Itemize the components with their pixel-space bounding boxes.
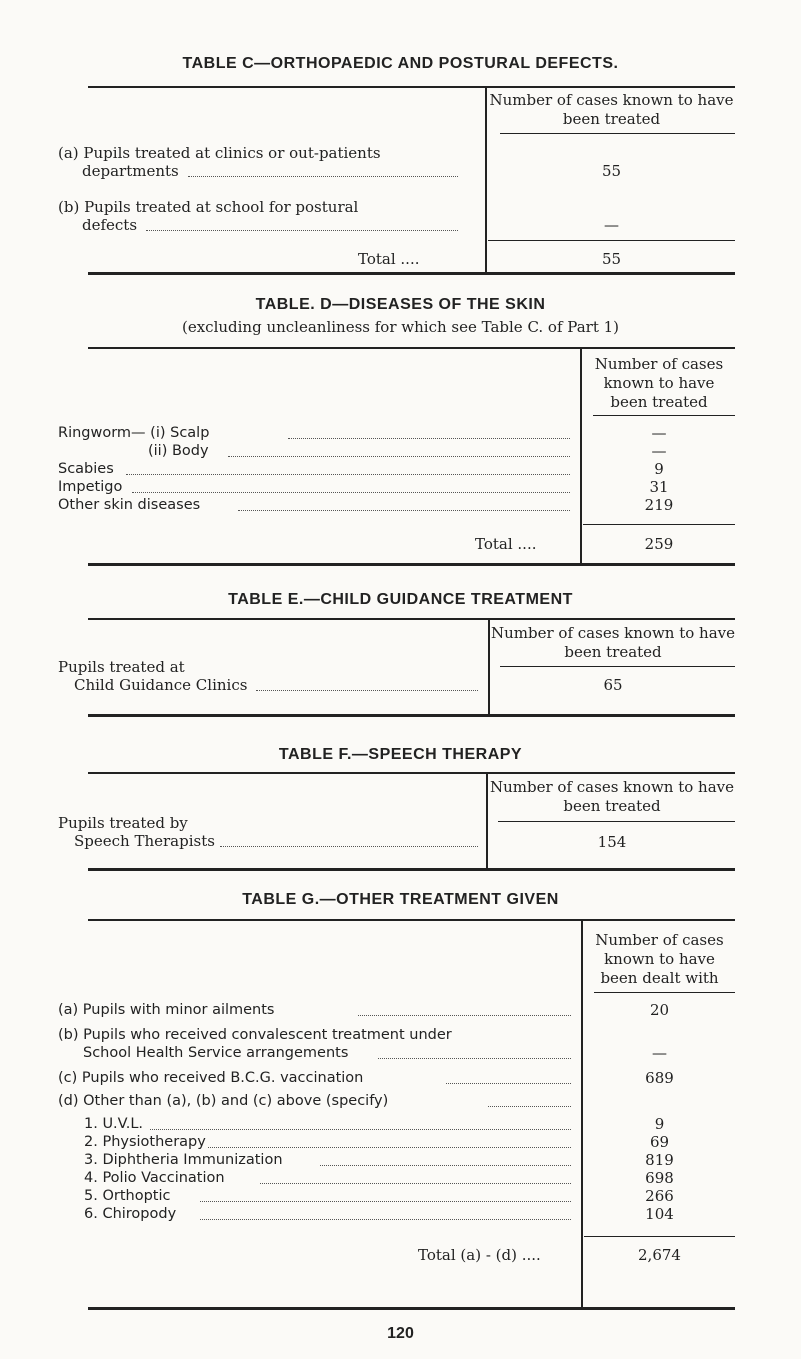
table-e-header: Number of cases known to have been treated [491, 624, 735, 661]
table-c [58, 86, 735, 276]
table-d [58, 347, 735, 567]
table-g-value: 698 [645, 1169, 674, 1187]
table-c-row-b-value: — [604, 216, 619, 234]
leader-dots [320, 1165, 571, 1166]
leader-dots [256, 690, 478, 691]
leader-dots [208, 1147, 571, 1148]
table-c-header: Number of cases known to have been treated [489, 91, 734, 128]
rule [88, 272, 735, 275]
table-g-row-d3: 3. Diphtheria Immunization [84, 1152, 283, 1168]
table-g-value: 819 [645, 1151, 674, 1169]
table-f [58, 772, 735, 872]
rule [88, 919, 735, 921]
rule [88, 714, 735, 717]
table-g-title: TABLE G.—OTHER TREATMENT GIVEN [242, 891, 559, 908]
rule [88, 86, 735, 88]
rule [88, 563, 735, 566]
table-d-value: 219 [644, 496, 674, 514]
leader-dots [238, 510, 570, 511]
table-g-row-b-line1: (b) Pupils who received convalescent treatment under [58, 1027, 452, 1043]
table-e-title: TABLE E.—CHILD GUIDANCE TREATMENT [228, 591, 573, 608]
table-e-label-line2: Child Guidance Clinics [74, 676, 248, 694]
page-number: 120 [387, 1325, 414, 1342]
rule [594, 992, 735, 993]
column-divider [486, 772, 488, 868]
rule [593, 415, 735, 416]
table-g-header: Number of cases known to have been dealt with [595, 931, 724, 987]
leader-dots [446, 1083, 571, 1084]
table-g-row-d: (d) Other than (a), (b) and (c) above (specify) [58, 1093, 389, 1109]
leader-dots [220, 846, 478, 847]
table-d-value: — [651, 424, 667, 442]
table-d-row-other: Other skin diseases [58, 497, 201, 513]
table-d-value: — [651, 442, 667, 460]
table-g-total-label: Total (a) - (d) .... [418, 1246, 541, 1264]
table-f-label-line2: Speech Therapists [74, 832, 215, 850]
leader-dots [378, 1058, 571, 1059]
table-g-value: 9 [654, 1115, 665, 1133]
rule [583, 524, 735, 525]
leader-dots [126, 474, 570, 475]
table-d-row-ringworm-body: (ii) Body [148, 443, 209, 459]
table-e [58, 618, 735, 718]
leader-dots [132, 492, 570, 493]
column-divider [581, 919, 583, 1307]
table-c-total-value: 55 [601, 250, 622, 268]
table-f-header: Number of cases known to have been treated [490, 778, 734, 815]
table-g-value: 104 [645, 1205, 674, 1223]
table-g-value: 69 [649, 1133, 670, 1151]
table-g-row-d4: 4. Polio Vaccination [84, 1170, 225, 1186]
table-c-title: TABLE C—ORTHOPAEDIC AND POSTURAL DEFECTS. [182, 55, 619, 72]
table-g-total-value: 2,674 [638, 1246, 681, 1264]
table-d-row-ringworm-scalp: Ringworm— (i) Scalp [58, 425, 210, 441]
table-c-row-b-line1: (b) Pupils treated at school for postural [58, 198, 359, 216]
table-f-label-line1: Pupils treated by [58, 814, 188, 832]
table-g-row-d5: 5. Orthoptic [84, 1188, 171, 1204]
table-g-row-a: (a) Pupils with minor ailments [58, 1002, 275, 1018]
leader-dots [288, 438, 570, 439]
column-divider [485, 86, 487, 272]
leader-dots [228, 456, 570, 457]
leader-dots [488, 1106, 571, 1107]
rule [500, 666, 735, 667]
rule [88, 347, 735, 349]
leader-dots [358, 1015, 571, 1016]
rule [88, 868, 735, 871]
rule [584, 1236, 735, 1237]
table-g [58, 919, 735, 1311]
table-d-header: Number of cases known to have been treated [594, 355, 724, 411]
table-c-row-b-line2: defects [82, 216, 138, 234]
table-g-value: — [652, 1044, 667, 1062]
table-g-row-c: (c) Pupils who received B.C.G. vaccination [58, 1070, 364, 1086]
leader-dots [200, 1201, 571, 1202]
table-g-value: 689 [645, 1069, 674, 1087]
rule [88, 618, 735, 620]
rule [88, 1307, 735, 1310]
table-c-row-a-value: 55 [601, 162, 622, 180]
leader-dots [188, 176, 458, 177]
table-g-row-d1: 1. U.V.L. [84, 1116, 144, 1132]
table-d-title: TABLE. D—DISEASES OF THE SKIN [255, 296, 546, 313]
table-g-row-d2: 2. Physiotherapy [84, 1134, 206, 1150]
table-g-row-b-line2: School Health Service arrangements [83, 1045, 349, 1061]
rule [498, 821, 735, 822]
rule [500, 133, 735, 134]
table-c-row-a-line1: (a) Pupils treated at clinics or out-patients [58, 144, 381, 162]
table-f-title: TABLE F.—SPEECH THERAPY [278, 746, 523, 763]
table-d-total-value: 259 [644, 535, 674, 553]
table-c-total-label: Total .... [358, 250, 420, 268]
table-c-row-a-line2: departments [82, 162, 179, 180]
leader-dots [150, 1129, 571, 1130]
leader-dots [146, 230, 458, 231]
table-g-value: 20 [649, 1001, 670, 1019]
leader-dots [200, 1219, 571, 1220]
table-d-row-impetigo: Impetigo [58, 479, 123, 495]
column-divider [488, 618, 490, 714]
rule [488, 240, 735, 241]
leader-dots [260, 1183, 571, 1184]
table-d-subtitle: (excluding uncleanliness for which see Table C. of Part 1) [181, 318, 620, 336]
table-g-row-d6: 6. Chiropody [84, 1206, 177, 1222]
table-d-total-label: Total .... [475, 535, 537, 553]
table-d-value: 9 [654, 460, 664, 478]
column-divider [580, 347, 582, 563]
table-f-value: 154 [597, 833, 627, 851]
table-d-row-scabies: Scabies [58, 461, 114, 477]
table-g-value: 266 [645, 1187, 674, 1205]
table-e-value: 65 [603, 676, 623, 694]
table-e-label-line1: Pupils treated at [58, 658, 185, 676]
table-d-value: 31 [649, 478, 669, 496]
rule [88, 772, 735, 774]
